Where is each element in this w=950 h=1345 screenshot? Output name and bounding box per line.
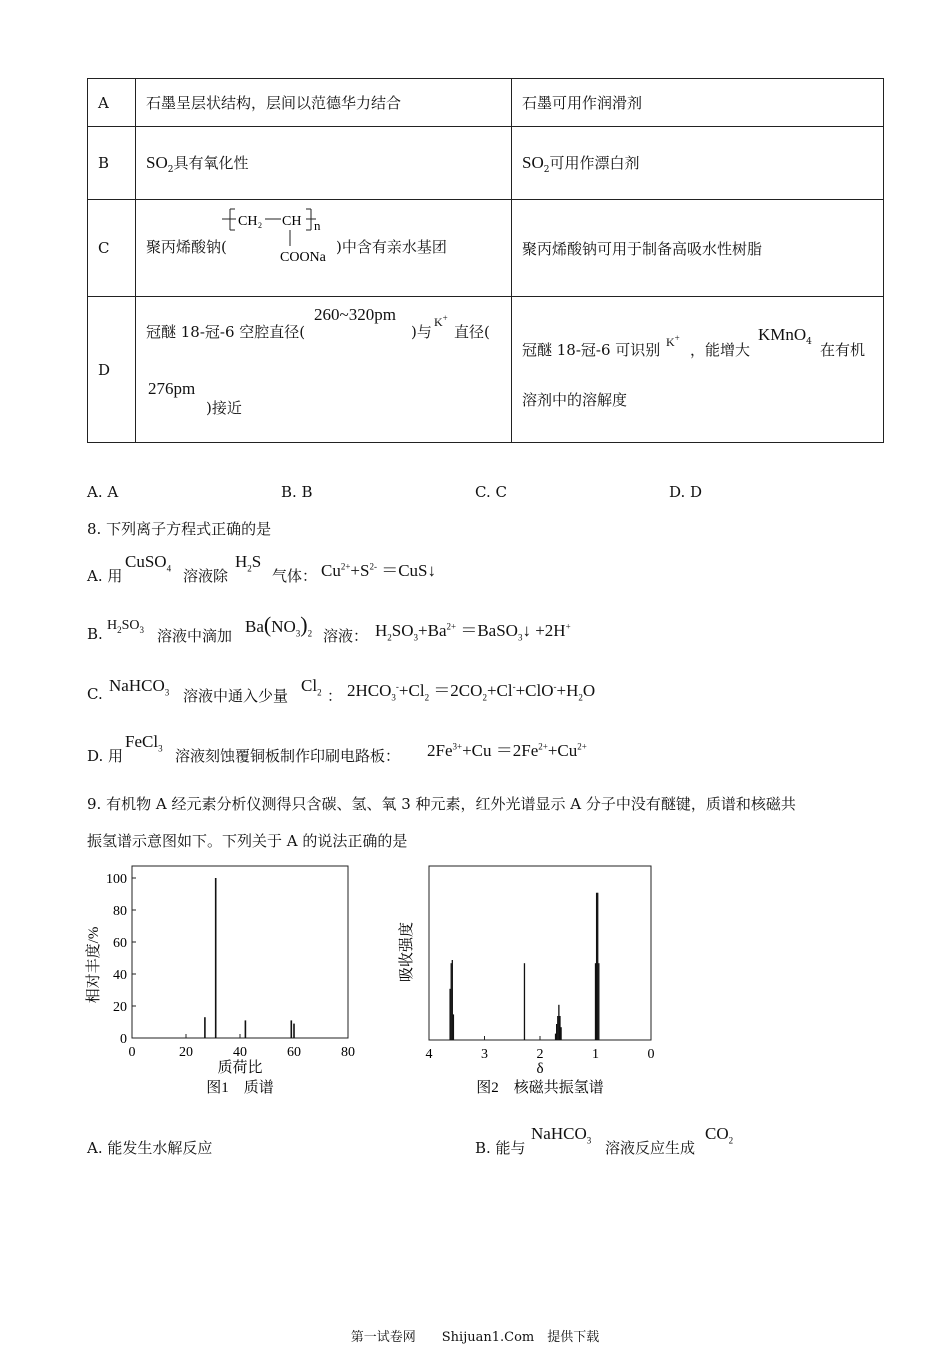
row-use: 冠醚 18-冠-6 可识别 K+ ，能增大 KMnO$_4$ 在有机 溶剂中的溶解度 bbox=[512, 297, 884, 443]
x-tick-label: 60 bbox=[287, 1045, 301, 1060]
row-property: 石墨呈层状结构，层间以范德华力结合 bbox=[136, 79, 512, 127]
svg-text:CH: CH bbox=[282, 214, 302, 229]
mass-spectrum-chart bbox=[82, 860, 382, 1100]
x-tick-label: 40 bbox=[233, 1045, 247, 1060]
plot-frame bbox=[429, 866, 651, 1040]
q8-option-a: A. 用 CuSO$_4$ 溶液除 $H_2S$ 气体： $Cu^{2+}+S^{2-}$ ＝CuS↓ bbox=[87, 552, 437, 585]
page-footer: 第一试卷网 Shijuan1.Com 提供下载 bbox=[350, 1330, 600, 1345]
row-label: D bbox=[88, 297, 136, 443]
q9-stem-line1: 9. 有机物 A 经元素分析仪测得只含碳、氢、氧 3 种元素，红外光谱显示 A 分子中没有醚键，质谱和核磁共 bbox=[87, 795, 796, 813]
x-tick-label: 80 bbox=[341, 1045, 355, 1060]
x-tick-label: 2 bbox=[536, 1047, 544, 1062]
svg-text:COONa: COONa bbox=[280, 250, 326, 265]
row-label: C bbox=[88, 200, 136, 297]
x-tick-label: 4 bbox=[425, 1047, 433, 1062]
x-tick-label: 0 bbox=[647, 1047, 655, 1062]
row-use: $SO_2$可用作漂白剂 bbox=[512, 127, 884, 200]
y-tick-label: 60 bbox=[113, 936, 127, 951]
q8-option-c: C. NaHCO$_3$ 溶液中通入少量 $Cl_2$ ： $2HCO_3^-+Cl_2 =2CO_2+Cl^-+ClO^-+H_2O$ bbox=[87, 676, 596, 705]
row-property: 冠醚 18-冠-6 空腔直径( 260~320pm )与 K+ 直径( 276pm )接近 bbox=[136, 297, 512, 443]
y-axis-label: 相对丰度/% bbox=[86, 926, 102, 1004]
q8-stem: 8. 下列离子方程式正确的是 bbox=[87, 520, 272, 538]
option-d: D. D bbox=[669, 483, 703, 501]
chart-title: 图1 质谱 bbox=[206, 1080, 274, 1096]
option-b: B. B bbox=[281, 483, 313, 501]
y-tick-label: 100 bbox=[106, 872, 127, 887]
q9-option-b: B. 能与 NaHCO$_3$ 溶液反应生成 $CO_2$ bbox=[475, 1124, 734, 1157]
y-tick-label: 40 bbox=[113, 968, 127, 983]
q8-option-d: D. 用 FeCl$_3$ 溶液刻蚀覆铜板制作印刷电路板： $2Fe^{3+}+Cu =2Fe^{2+}+Cu^{2+}$ bbox=[87, 732, 587, 765]
row-property: $SO_2$具有氧化性 bbox=[136, 127, 512, 200]
option-a: A. A bbox=[87, 483, 119, 501]
row-property: 聚丙烯酸钠( CH 2 CH n COONa )中含有亲水基团 bbox=[136, 200, 512, 297]
svg-text:CH: CH bbox=[238, 214, 258, 229]
table-row bbox=[88, 200, 884, 297]
chart-title: 图2 核磁共振氢谱 bbox=[476, 1080, 604, 1096]
row-label: A bbox=[88, 79, 136, 127]
x-tick-label: 0 bbox=[128, 1045, 136, 1060]
row-use: 聚丙烯酸钠可用于制备高吸水性树脂 bbox=[512, 200, 884, 297]
table-row bbox=[88, 297, 884, 443]
y-axis-label: 吸收强度 bbox=[399, 921, 415, 983]
row-label: B bbox=[88, 127, 136, 200]
y-tick-label: 0 bbox=[120, 1032, 127, 1047]
q9-stem-line2: 振氢谱示意图如下。下列关于 A 的说法正确的是 bbox=[87, 832, 408, 850]
x-tick-label: 1 bbox=[592, 1047, 599, 1062]
nmr-spectrum-chart bbox=[395, 860, 665, 1100]
q8-option-b: B. $H_2SO_3$ 溶液中滴加 $Ba(NO_3)_2$ 溶液： $H_2SO_3+Ba^{2+}$ ＝BaSO$_3$↓ +2H+ bbox=[87, 612, 571, 645]
q9-option-a: A. 能发生水解反应 bbox=[87, 1139, 213, 1157]
svg-text:2: 2 bbox=[258, 221, 262, 230]
x-tick-label: 20 bbox=[179, 1045, 193, 1060]
x-axis-label: 质荷比 bbox=[217, 1060, 263, 1076]
table-row bbox=[88, 127, 884, 200]
table-row bbox=[88, 79, 884, 127]
svg-text:n: n bbox=[314, 218, 321, 233]
plot-frame bbox=[132, 866, 348, 1038]
option-c: C. C bbox=[475, 483, 507, 501]
x-axis-label: δ bbox=[536, 1061, 544, 1077]
x-tick-label: 3 bbox=[481, 1047, 488, 1062]
y-tick-label: 20 bbox=[113, 1000, 127, 1015]
y-tick-label: 80 bbox=[113, 904, 127, 919]
question-table bbox=[87, 78, 884, 443]
row-use: 石墨可用作润滑剂 bbox=[512, 79, 884, 127]
